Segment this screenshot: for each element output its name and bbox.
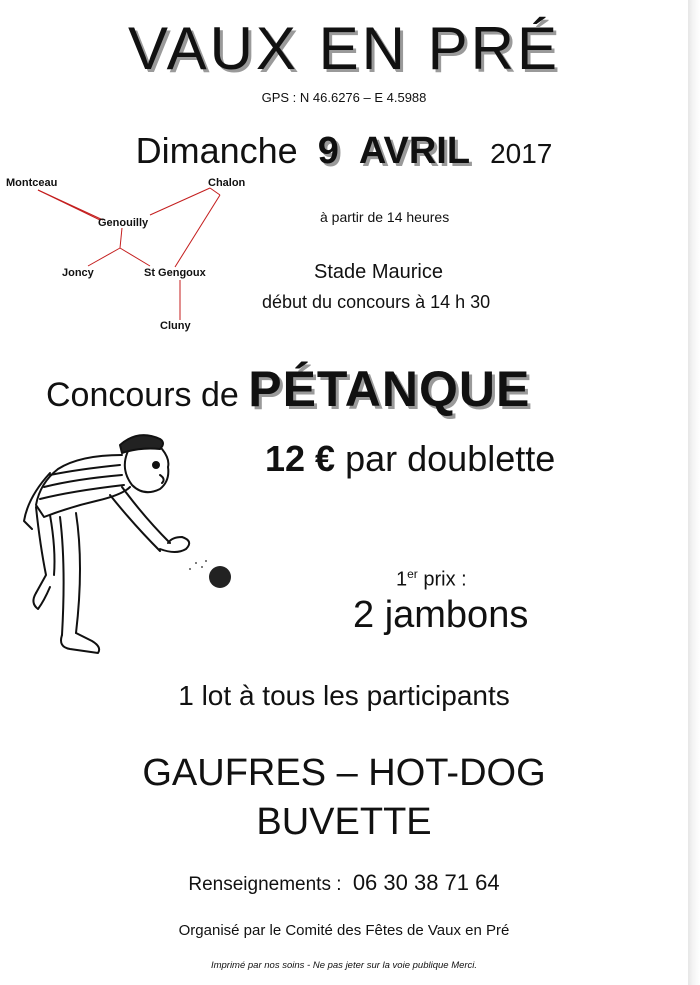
town-chalon: Chalon (208, 177, 246, 189)
poster-title: VAUX EN PRÉ (128, 15, 560, 82)
contact-info (0, 870, 688, 896)
prize-rank (396, 567, 467, 592)
contact-phone: 06 30 38 71 64 (352, 870, 500, 895)
prize-rank-word: prix : (423, 568, 467, 591)
prize: 2 jambons (353, 594, 529, 636)
map-roads (38, 188, 220, 320)
price (265, 438, 555, 480)
food-line-2: BUVETTE (256, 801, 432, 843)
gps-coordinates: GPS : N 46.6276 – E 4.5988 (261, 90, 427, 105)
date-year: 2017 (490, 138, 553, 169)
date-month: AVRIL (358, 130, 471, 172)
road-map (0, 170, 260, 340)
contest-start: début du concours à 14 h 30 (262, 292, 491, 312)
contest-heading (46, 360, 530, 418)
date-day: Dimanche (135, 130, 298, 171)
town-genouilly: Genouilly (98, 217, 149, 229)
prize-rank-number: 1 (396, 568, 408, 591)
contest-prefix: Concours de (46, 376, 239, 414)
contact-label: Renseignements : (188, 874, 342, 895)
town-joncy: Joncy (62, 267, 94, 279)
boule (209, 566, 231, 588)
start-time: à partir de 14 heures (320, 209, 450, 225)
contest-name: PÉTANQUE (248, 361, 531, 417)
map-towns (6, 177, 246, 332)
petanque-player-illustration (10, 425, 245, 665)
prize-rank-superscript: er (407, 567, 418, 581)
food-line-1: GAUFRES – HOT-DOG (142, 752, 546, 794)
town-cluny: Cluny (160, 320, 191, 332)
event-date (0, 130, 688, 173)
participant-lot: 1 lot à tous les participants (178, 680, 510, 711)
town-montceau: Montceau (6, 177, 58, 189)
town-st-gengoux: St Gengoux (144, 267, 206, 279)
venue: Stade Maurice (314, 261, 443, 283)
footer-note: Imprimé par nos soins - Ne pas jeter sur la voie publique Merci. (210, 960, 478, 971)
organizer: Organisé par le Comité des Fêtes de Vaux en Pré (178, 922, 510, 939)
date-number: 9 (317, 130, 339, 172)
price-amount: 12 € (265, 438, 336, 479)
price-unit: par doublette (345, 438, 556, 479)
page-edge (688, 0, 700, 985)
